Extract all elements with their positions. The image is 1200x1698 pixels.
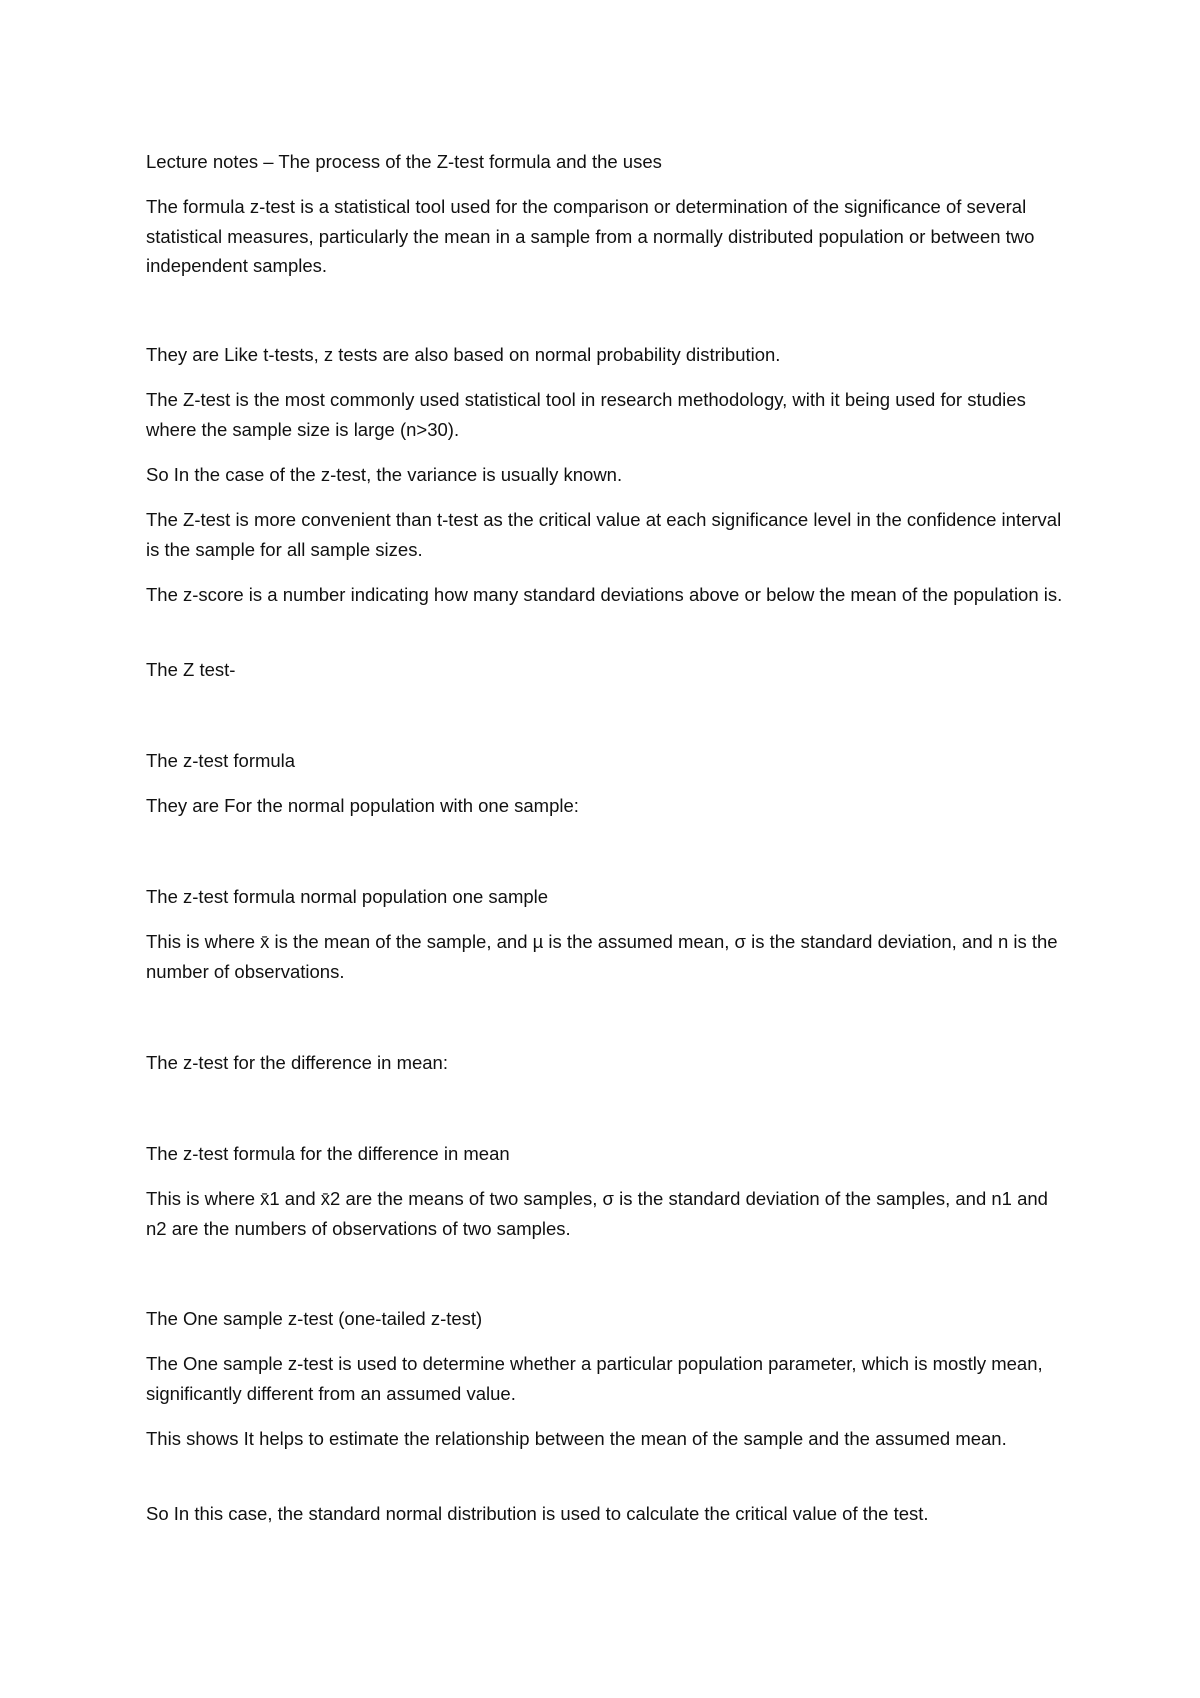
paragraph-intro: The formula z-test is a statistical tool used for the comparison or determination of the significance of several statistical measures, particularly the mean in a sample from a normally distributed population or between two independent samples. bbox=[146, 196, 1035, 276]
paragraph-relationship: This shows It helps to estimate the relationship between the mean of the sample and the assumed mean. bbox=[146, 1428, 1007, 1449]
paragraph-one-sample-definitions: This is where x̄ is the mean of the sample, and µ is the assumed mean, σ is the standard deviation, and n is the number of observations. bbox=[146, 931, 1058, 982]
paragraph-two-sample-definitions: This is where x̄1 and x̄2 are the means of two samples, σ is the standard deviation of the samples, and n1 and n2 are the numbers of observations of two samples. bbox=[146, 1188, 1048, 1239]
paragraph-more-convenient: The Z-test is more convenient than t-test as the critical value at each significance level in the confidence interval is the sample for all sample sizes. bbox=[146, 509, 1062, 560]
heading-formula-one-sample: The z-test formula normal population one sample bbox=[146, 886, 549, 907]
paragraph-critical-value: So In this case, the standard normal distribution is used to calculate the critical value of the test. bbox=[146, 1503, 929, 1524]
heading-one-sample-z-test: The One sample z-test (one-tailed z-test) bbox=[146, 1308, 483, 1329]
paragraph-z-score: The z-score is a number indicating how many standard deviations above or below the mean of the population is. bbox=[146, 584, 1063, 605]
paragraph-z-test-label: The Z test- bbox=[146, 659, 236, 680]
heading-formula-difference-in-mean: The z-test formula for the difference in mean bbox=[146, 1143, 510, 1164]
paragraph-normal-population: They are For the normal population with one sample: bbox=[146, 795, 579, 816]
heading-z-test-formula: The z-test formula bbox=[146, 750, 296, 771]
paragraph-one-sample-purpose: The One sample z-test is used to determine whether a particular population parameter, which is mostly mean, significantly different from an assumed value. bbox=[146, 1353, 1043, 1404]
paragraph-most-commonly-used: The Z-test is the most commonly used statistical tool in research methodology, with it being used for studies where the sample size is large (n>30). bbox=[146, 389, 1026, 440]
document-title: Lecture notes – The process of the Z-test formula and the uses bbox=[146, 151, 662, 172]
paragraph-variance-known: So In the case of the z-test, the variance is usually known. bbox=[146, 464, 623, 485]
heading-difference-in-mean: The z-test for the difference in mean: bbox=[146, 1052, 448, 1073]
paragraph-like-t-tests: They are Like t-tests, z tests are also based on normal probability distribution. bbox=[146, 344, 781, 365]
